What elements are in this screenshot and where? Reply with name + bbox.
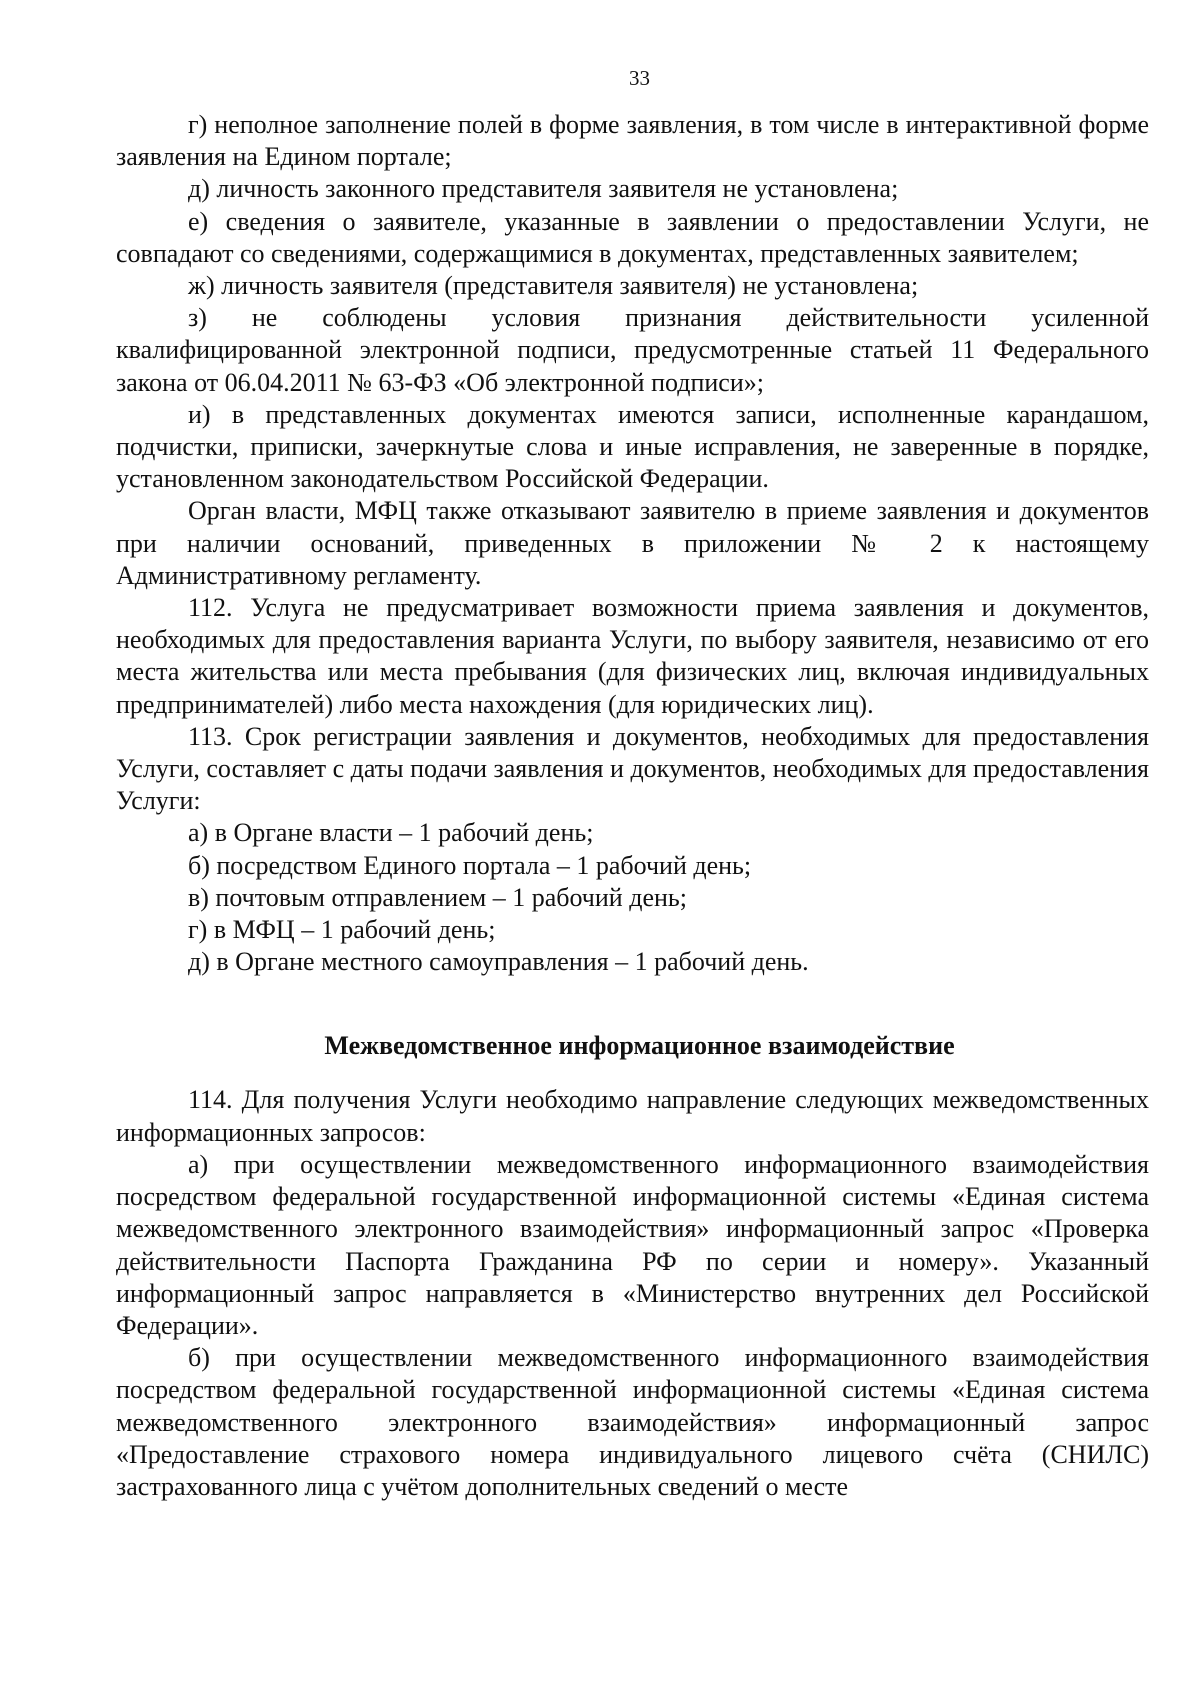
paragraph-refusal-grounds: Орган власти, МФЦ также отказывают заявителю в приеме заявления и документов при наличии оснований, приведенных в приложении № 2 к настоящему Административному регламенту. — [116, 496, 1149, 590]
paragraph-113-v: в) почтовым отправлением – 1 рабочий день; — [188, 882, 687, 912]
page-number: 33 — [629, 66, 650, 90]
paragraph-113: 113. Срок регистрации заявления и документов, необходимых для предоставления Услуги, составляет с даты подачи заявления и документов, необходимых для предоставления Услуги: — [116, 721, 1149, 816]
paragraph-112: 112. Услуга не предусматривает возможности приема заявления и документов, необходимых для предоставления варианта Услуги, по выбору заявителя, независимо от его места жительства или места пребывания (для физических лиц, включая индивидуальных предпринимателей) либо места нахождения (для юридических лиц). — [116, 593, 1149, 719]
paragraph-g-incomplete-fields: г) неполное заполнение полей в форме заявления, в том числе в интерактивной форме заявления на Едином портале; — [116, 110, 1149, 172]
paragraph-z-electronic-signature: з) не соблюдены условия признания действительности усиленной квалифицированной электронной подписи, предусмотренные статьей 11 Федерального закона от 06.04.2011 № 63-ФЗ «Об электронной подписи»; — [116, 303, 1149, 397]
paragraph-113-a: а) в Органе власти – 1 рабочий день; — [188, 818, 594, 848]
paragraph-e-applicant-data-mismatch: е) сведения о заявителе, указанные в заявлении о предоставлении Услуги, не совпадают со сведениями, содержащимися в документах, представленных заявителем; — [116, 206, 1149, 268]
paragraph-113-d: д) в Органе местного самоуправления – 1 рабочий день. — [188, 947, 809, 977]
paragraph-114: 114. Для получения Услуги необходимо направление следующих межведомственных информационных запросов: — [116, 1085, 1149, 1147]
section-heading: Межведомственное информационное взаимодействие — [324, 1031, 955, 1061]
paragraph-113-g: г) в МФЦ – 1 рабочий день; — [188, 915, 496, 945]
paragraph-zh-applicant-identity: ж) личность заявителя (представителя заявителя) не установлена; — [188, 271, 919, 301]
paragraph-i-document-corrections: и) в представленных документах имеются записи, исполненные карандашом, подчистки, приписки, зачеркнутые слова и иные исправления, не заверенные в порядке, установленном законодательством Российской Федерации. — [116, 399, 1149, 494]
paragraph-114-b: б) при осуществлении межведомственного информационного взаимодействия посредством федеральной государственной информационной системы «Единая система межведомственного электронного взаимодействия» информационный запрос «Предоставление страхового номера индивидуального лицевого счёта (СНИЛС) застрахованного лица с учётом дополнительных сведений о месте — [116, 1343, 1149, 1501]
paragraph-113-b: б) посредством Единого портала – 1 рабочий день; — [188, 850, 752, 880]
paragraph-d-representative-identity: д) личность законного представителя заявителя не установлена; — [188, 174, 899, 204]
paragraph-114-a: а) при осуществлении межведомственного информационного взаимодействия посредством федеральной государственной информационной системы «Единая система межведомственного электронного взаимодействия» информационный запрос «Проверка действительности Паспорта Гражданина РФ по серии и номеру». Указанный информационный запрос направляется в «Министерство внутренних дел Российской Федерации». — [116, 1149, 1149, 1340]
